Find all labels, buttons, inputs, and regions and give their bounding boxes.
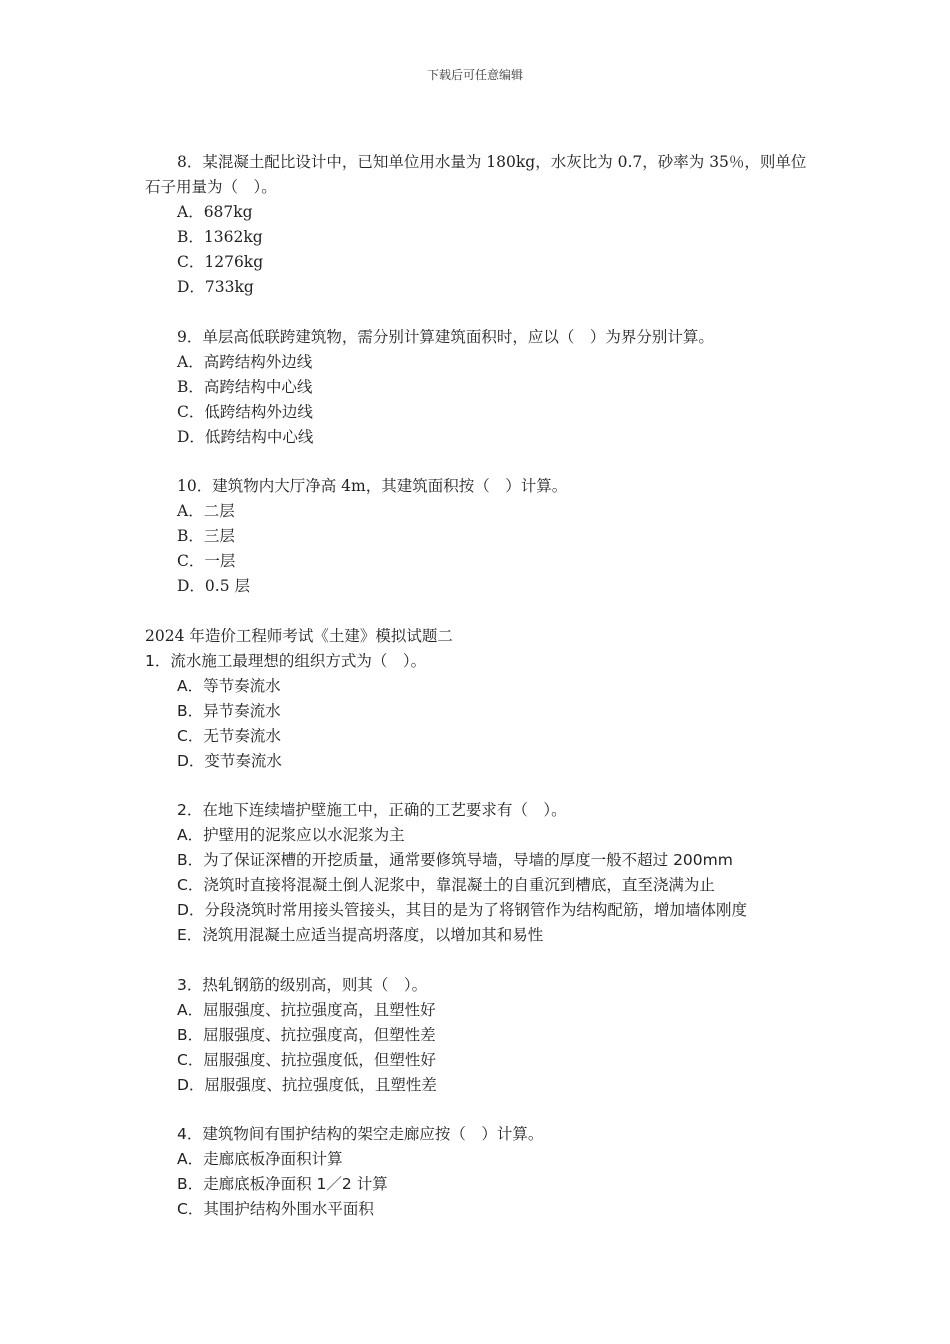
option: C．低跨结构外边线: [177, 402, 313, 421]
option: D．分段浇筑时常用接头管接头，其目的是为了将钢管作为结构配筋，增加墙体刚度: [177, 901, 747, 919]
option: A．二层: [177, 502, 235, 520]
question-stem: 4．建筑物间有围护结构的架空走廊应按（ ）计算。: [177, 1125, 544, 1143]
option: A．走廊底板净面积计算: [177, 1150, 343, 1168]
option: B．异节奏流水: [177, 701, 281, 720]
option: D．屈服强度、抗拉强度低，且塑性差: [177, 1075, 437, 1094]
option: D．0.5 层: [177, 577, 251, 595]
option: D．变节奏流水: [177, 751, 282, 770]
option: C．其围护结构外围水平面积: [177, 1200, 374, 1218]
option: C．无节奏流水: [177, 726, 281, 745]
page-header: 下载后可任意编辑: [426, 68, 523, 82]
option: B．1362kg: [177, 228, 263, 246]
option: C．屈服强度、抗拉强度低，但塑性好: [177, 1050, 436, 1069]
option: B．高跨结构中心线: [177, 377, 313, 396]
question-stem: 2．在地下连续墙护壁施工中，正确的工艺要求有（ ）。: [177, 801, 567, 819]
question-stem-text: 8．某混凝土配比设计中，已知单位用水量为 180kg，水灰比为 0.7，砂率为 35％，则单位石子用量为（ ）。: [145, 153, 807, 196]
question-stem: [145, 150, 815, 200]
option: A．护壁用的泥浆应以水泥浆为主: [177, 826, 405, 844]
option: C．浇筑时直接将混凝土倒人泥浆中，靠混凝土的自重沉到槽底，直至浇满为止: [177, 876, 715, 894]
option: A．高跨结构外边线: [177, 352, 313, 371]
question-10: [145, 474, 815, 599]
option: B．为了保证深槽的开挖质量，通常要修筑导墙，导墙的厚度一般不超过 200mm: [177, 851, 733, 869]
option: C．1276kg: [177, 253, 264, 271]
option: B．三层: [177, 527, 235, 545]
option: A．等节奏流水: [177, 676, 281, 695]
option: A．屈服强度、抗拉强度高，且塑性好: [177, 1000, 436, 1019]
question-stem: 3．热轧钢筋的级别高，则其（ ）。: [177, 975, 428, 994]
question-9: [145, 325, 815, 450]
section2-question-3: [145, 973, 815, 1098]
option: A．687kg: [177, 203, 253, 221]
option: D．低跨结构中心线: [177, 427, 314, 446]
question-stem: 10．建筑物内大厅净高 4m，其建筑面积按（ ）计算。: [177, 477, 568, 495]
question-stem: 1．流水施工最理想的组织方式为（ ）。: [145, 651, 427, 670]
option: B．屈服强度、抗拉强度高，但塑性差: [177, 1025, 436, 1044]
section2-question-2: [145, 798, 815, 948]
section2-question-1: [145, 649, 815, 774]
option: B．走廊底板净面积 1／2 计算: [177, 1175, 388, 1193]
section2-question-4: [145, 1122, 815, 1222]
option: D．733kg: [177, 278, 254, 296]
question-stem: 9．单层高低联跨建筑物，需分别计算建筑面积时，应以（ ）为界分别计算。: [177, 327, 714, 346]
option: E．浇筑用混凝土应适当提高坍落度，以增加其和易性: [177, 926, 544, 944]
question-8: [145, 150, 815, 300]
section-title: 2024 年造价工程师考试《土建》模拟试题二: [145, 626, 453, 645]
option: C．一层: [177, 552, 236, 570]
document-body: [145, 150, 815, 1222]
